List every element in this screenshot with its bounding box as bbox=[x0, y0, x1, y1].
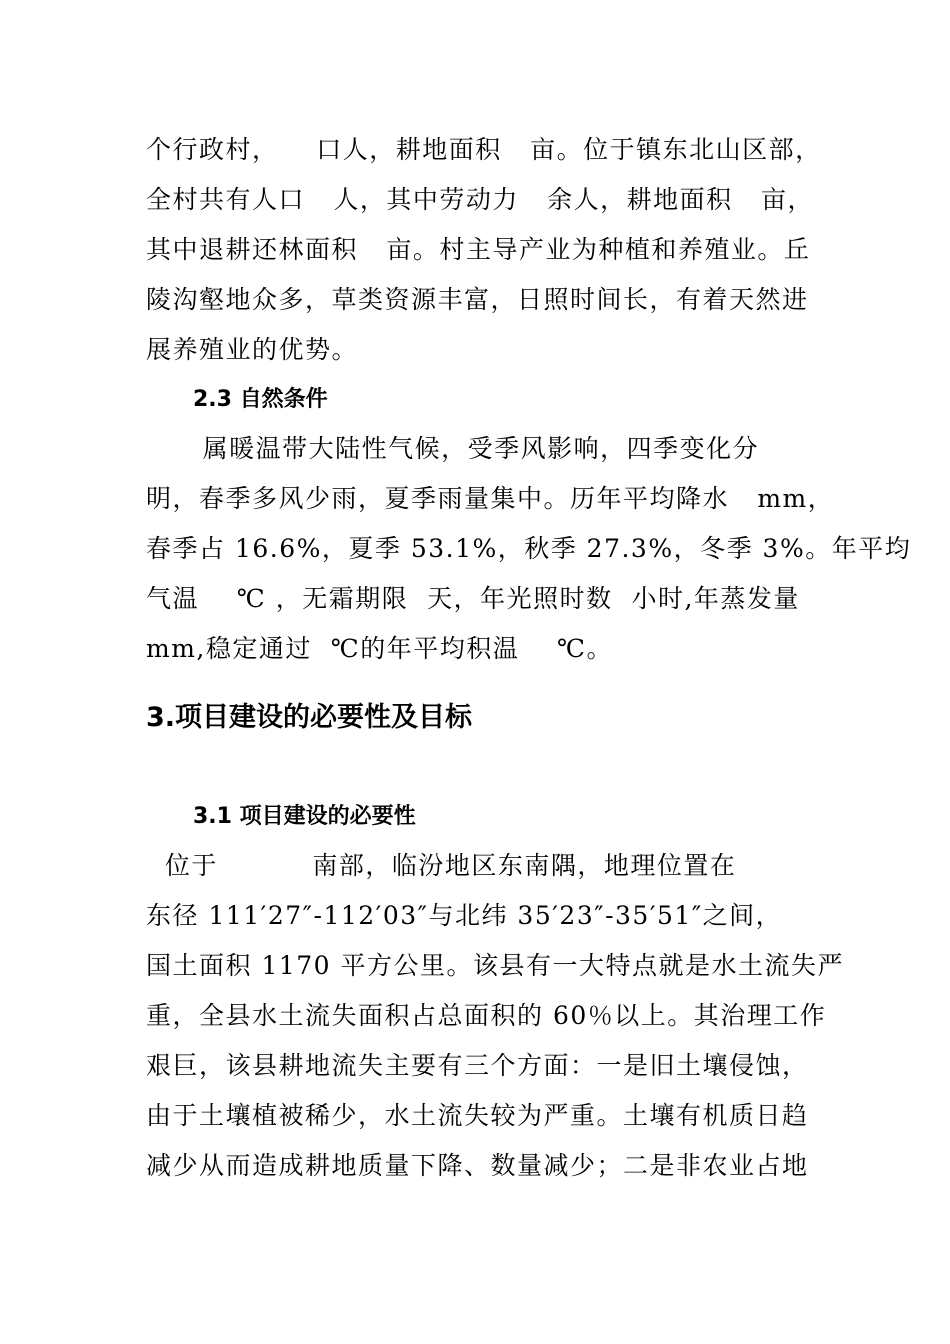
paragraph-line: 国土面积 1170 平方公里。该县有一大特点就是水土流失严 bbox=[146, 951, 845, 980]
paragraph-line: 减少从而造成耕地质量下降、数量减少；二是非农业占地 bbox=[146, 1151, 809, 1180]
paragraph-line: 全村共有人口 人，其中劳动力 余人，耕地面积 亩， bbox=[146, 185, 815, 214]
section-heading-3-1: 3.1 项目建设的必要性 bbox=[193, 804, 416, 829]
section-heading-3: 3.项目建设的必要性及目标 bbox=[146, 702, 473, 733]
paragraph-line: 属暖温带大陆性气候，受季风影响，四季变化分 bbox=[146, 434, 760, 463]
paragraph-line: 东径 111′27″-112′03″与北纬 35′23″-35′51″之间， bbox=[146, 901, 783, 930]
paragraph-line: 个行政村， 口人，耕地面积 亩。位于镇东北山区部， bbox=[146, 135, 822, 164]
paragraph-line: 由于土壤植被稀少，水土流失较为严重。土壤有机质日趋 bbox=[146, 1101, 809, 1130]
paragraph-line: 春季占 16.6%，夏季 53.1%，秋季 27.3%，冬季 3%。年平均 bbox=[146, 534, 912, 563]
paragraph-line: 明，春季多风少雨，夏季雨量集中。历年平均降水 mm， bbox=[146, 484, 835, 513]
paragraph-line: 陵沟壑地众多，草类资源丰富，日照时间长，有着天然进 bbox=[146, 285, 809, 314]
paragraph-line: 重，全县水土流失面积占总面积的 60％以上。其治理工作 bbox=[146, 1001, 827, 1030]
paragraph-line: 位于 南部，临汾地区东南隅，地理位置在 bbox=[146, 851, 737, 880]
paragraph-line: 艰巨，该县耕地流失主要有三个方面：一是旧土壤侵蚀， bbox=[146, 1051, 809, 1080]
paragraph-line: mm,稳定通过 ℃的年平均积温 ℃。 bbox=[146, 634, 613, 663]
paragraph-line: 展养殖业的优势。 bbox=[146, 335, 359, 364]
paragraph-line: 其中退耕还林面积 亩。村主导产业为种植和养殖业。丘 bbox=[146, 235, 811, 264]
paragraph-line: 气温 ℃ ，无霜期限 天，年光照时数 小时,年蒸发量 bbox=[146, 584, 800, 613]
section-heading-2-3: 2.3 自然条件 bbox=[193, 387, 328, 412]
